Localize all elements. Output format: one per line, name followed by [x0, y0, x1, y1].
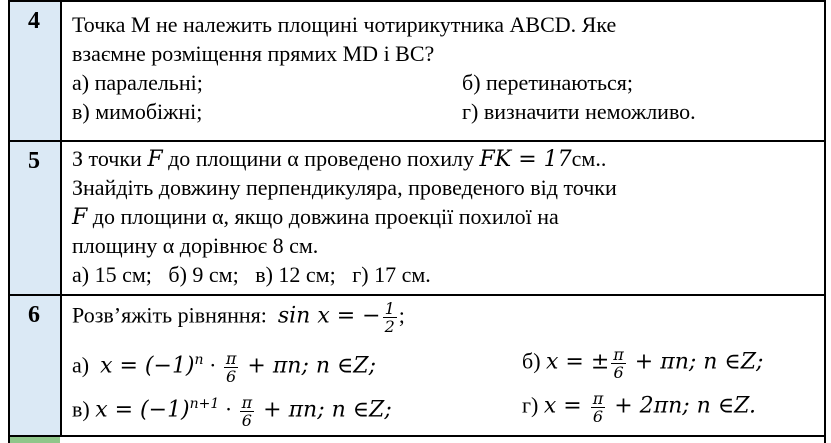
fraction	[591, 390, 606, 425]
math-expression: x =	[543, 393, 589, 419]
math-expression: x = (−1)	[95, 397, 190, 423]
question-line: Точка M не належить площині чотирикутника ABCD. Яке	[72, 12, 617, 37]
answer-option-v: в) мимобіжні;	[72, 99, 203, 124]
question-number: 4	[28, 8, 40, 34]
numerator: 1	[384, 299, 395, 318]
math-var-f: F	[72, 205, 88, 230]
equation-lhs: sin x = −	[277, 303, 381, 329]
numerator: π	[613, 345, 624, 364]
fraction	[224, 350, 239, 385]
answer-options: а) 15 см; б) 9 см; в) 12 см; г) 17 см.	[72, 262, 431, 287]
denominator: 6	[241, 410, 252, 430]
numerator: π	[241, 392, 253, 412]
prompt-text: Розв’яжіть рівняння:	[72, 302, 278, 328]
question-text	[72, 300, 818, 434]
numerator: π	[592, 389, 604, 408]
question-line: площину α дорівнює 8 см.	[72, 233, 319, 258]
question-row	[8, 142, 826, 296]
math-expression: x = (−1)	[100, 353, 195, 379]
fraction	[383, 300, 397, 335]
answer-option-a	[72, 346, 376, 385]
exponent: n+1	[189, 396, 220, 412]
question-number-cell	[8, 296, 62, 435]
question-line: взаємне розміщення прямих MD і BC?	[72, 41, 435, 66]
answer-option-b: б) перетинаються;	[462, 70, 634, 95]
answer-option-b	[522, 346, 763, 381]
text-segment: до площини α проведено похилу	[162, 146, 480, 171]
math-expression: + 2πn; n ∈Z.	[607, 393, 756, 419]
numerator: π	[225, 348, 237, 368]
equation-line	[72, 300, 818, 344]
next-row-number-cell	[8, 437, 60, 443]
option-label: а)	[72, 352, 101, 378]
exponent: n	[194, 352, 204, 368]
answer-option-g: г) визначити неможливо.	[462, 99, 696, 124]
question-number: 5	[28, 148, 40, 174]
answer-option-g	[522, 390, 756, 425]
text-segment: ·	[219, 396, 238, 422]
question-number: 6	[28, 302, 40, 328]
question-line	[72, 144, 818, 173]
text-segment: см..	[571, 146, 607, 171]
answer-option-a: а) паралельні;	[72, 70, 203, 95]
fraction	[240, 394, 255, 429]
math-expression: + πn; n ∈Z;	[256, 397, 392, 423]
option-label: в)	[72, 396, 96, 422]
question-row	[8, 2, 826, 142]
denominator: 2	[384, 317, 395, 336]
text-segment: ·	[203, 352, 222, 378]
question-text	[72, 144, 818, 289]
denominator: 6	[226, 366, 237, 386]
denominator: 6	[592, 407, 604, 426]
question-text	[72, 10, 818, 126]
math-expression: x = ±	[546, 349, 610, 375]
option-label: б)	[522, 348, 547, 374]
option-label: г)	[522, 392, 544, 418]
question-number-cell	[8, 2, 62, 140]
question-line: Знайдіть довжину перпендикуляра, проведеного від точки	[72, 175, 617, 200]
math-expression: + πn; n ∈Z;	[240, 353, 377, 379]
math-expression: + πn; n ∈Z;	[627, 349, 764, 375]
question-row	[8, 296, 826, 437]
question-number-cell	[8, 142, 62, 294]
test-table	[8, 0, 826, 443]
denominator: 6	[613, 363, 624, 382]
answer-option-v	[72, 390, 392, 429]
text-segment: до площини α, якщо довжина проекції похилої на	[87, 204, 559, 229]
text-segment: ;	[398, 302, 405, 328]
fraction	[611, 346, 626, 381]
question-line	[72, 202, 818, 231]
text-segment: З точки	[72, 146, 148, 171]
math-var-f: F	[147, 147, 163, 172]
math-expression: FK = 17	[479, 147, 572, 172]
